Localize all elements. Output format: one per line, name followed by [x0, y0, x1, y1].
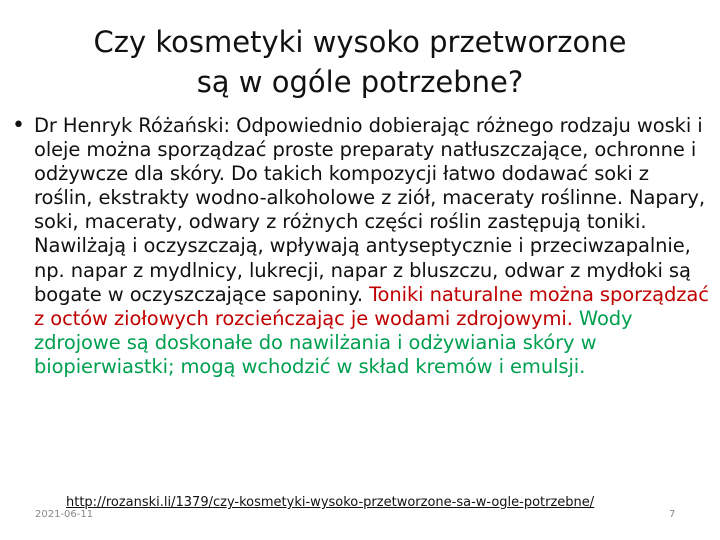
- slide-date: 2021-06-11: [35, 509, 94, 520]
- slide-content: [12, 114, 712, 379]
- slide-paragraph: [12, 114, 712, 379]
- slide-title: [40, 22, 680, 102]
- source-link[interactable]: http://rozanski.li/1379/czy-kosmetyki-wysoko-przetworzone-sa-w-ogle-potrzebne/: [66, 495, 595, 510]
- slide-title-line-1: Czy kosmetyki wysoko przetworzone: [93, 25, 627, 59]
- bullet-icon: •: [12, 113, 25, 138]
- paragraph-green-text: Wody zdrojowe są doskonałe do nawilżania i odżywiania skóry w biopierwiastki; mogą wchodzić w skład kremów i emulsji.: [34, 306, 633, 378]
- page-number: 7: [669, 509, 676, 520]
- slide-title-line-2: są w ogóle potrzebne?: [196, 65, 524, 99]
- paragraph-red-text: Toniki naturalne można sporządzać z octów ziołowych rozcieńczając je wodami zdrojowymi.: [34, 282, 709, 330]
- paragraph-black-text: Dr Henryk Różański: Odpowiednio dobierając różnego rodzaju woski i oleje można sporządzać proste preparaty natłuszczające, ochronne i odżywcze dla skóry. Do takich kompozycji łatwo dodawać soki z roślin, ekstrakty wodno-alkoholowe z ziół, maceraty roślinne. Napary, soki, maceraty, odwary z różnych części roślin zastępują toniki. Nawilżają i oczyszczają, wpływają antyseptycznie i przeciwzapalnie, np. napar z mydlnicy, lukrecji, napar z bluszczu, odwar z mydłoki są bogate w oczyszczające saponiny.: [34, 114, 705, 306]
